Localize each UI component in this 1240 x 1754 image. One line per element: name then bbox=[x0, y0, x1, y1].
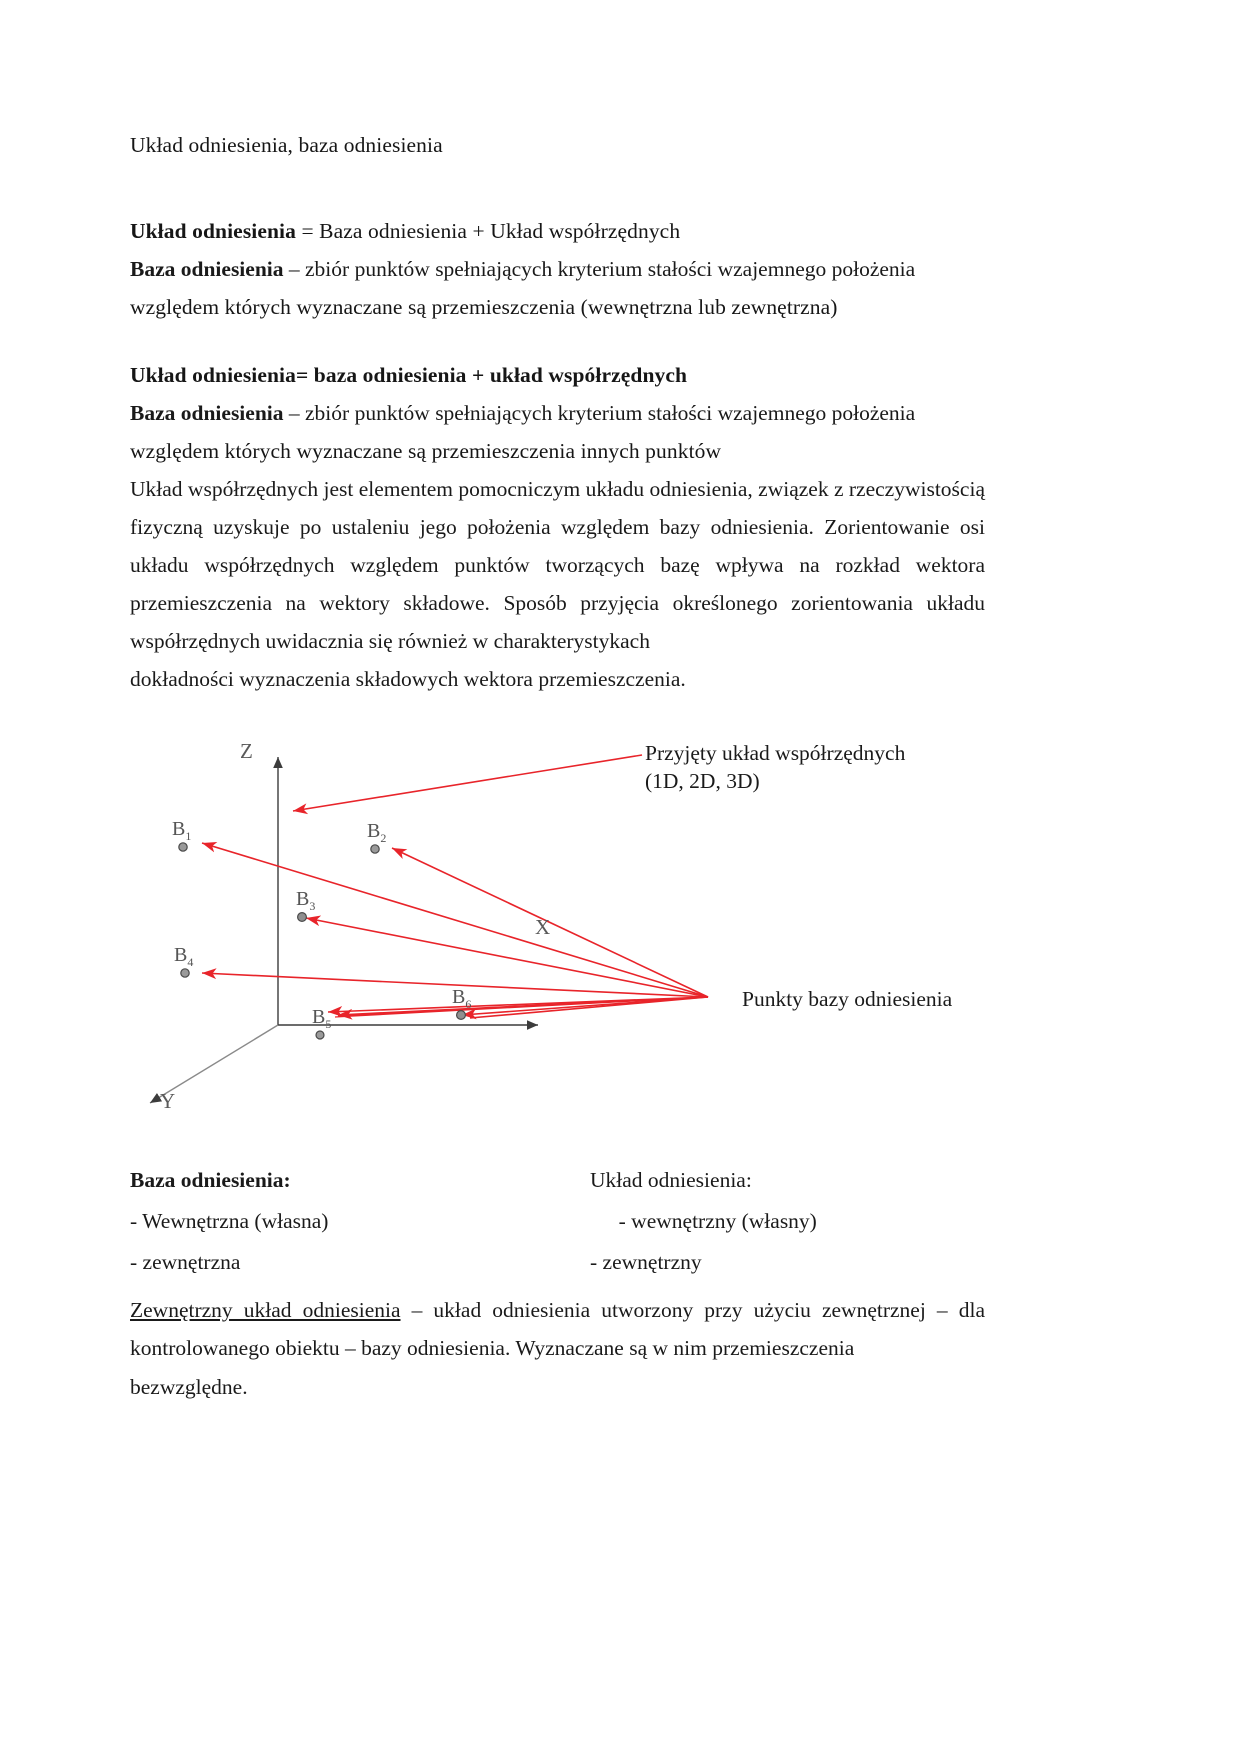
page-title: Układ odniesienia, baza odniesienia bbox=[130, 133, 443, 157]
arrow-to-z-axis bbox=[293, 755, 642, 811]
definition-term: Baza odniesienia bbox=[130, 401, 284, 425]
point-label-b2: $B_2$ bbox=[367, 820, 387, 845]
coordinate-system-figure bbox=[130, 715, 1010, 1135]
definition-baza-odniesienia-1 bbox=[130, 250, 985, 288]
point-label-b1: $B_1$ bbox=[172, 818, 192, 843]
callout-coordinate-system bbox=[645, 739, 905, 795]
comparison-columns bbox=[130, 1160, 1010, 1283]
definition-baza-odniesienia-1-line2: względem których wyznaczane są przemieszczenia (wewnętrzna lub zewnętrzna) bbox=[130, 295, 838, 319]
point-label-b3: $B_3$ bbox=[296, 888, 316, 913]
axes-group bbox=[150, 757, 538, 1103]
definition-uklad-odniesienia bbox=[130, 212, 985, 250]
closing-body bbox=[130, 1291, 985, 1367]
arrow-to-b3 bbox=[306, 918, 708, 997]
callout-base-points: Punkty bazy odniesienia bbox=[742, 987, 953, 1011]
columns-item-row-2 bbox=[130, 1242, 1010, 1283]
callout-coordinate-line2: (1D, 2D, 3D) bbox=[645, 769, 760, 793]
definition-rest: = Baza odniesienia + Układ współrzędnych bbox=[295, 219, 681, 243]
definition-term: Układ odniesienia bbox=[130, 219, 296, 243]
closing-last-line: bezwzględne. bbox=[130, 1375, 248, 1399]
point-label-b5: $B_5$ bbox=[312, 1006, 332, 1031]
callout-coordinate-line1: Przyjęty układ współrzędnych bbox=[645, 741, 906, 765]
definition-rest: – zbiór punktów spełniających kryterium stałości wzajemnego położenia bbox=[283, 257, 916, 281]
columns-item-row-1 bbox=[130, 1201, 1010, 1242]
closing-paragraph bbox=[130, 1291, 985, 1407]
definition-baza-odniesienia-2 bbox=[130, 394, 985, 432]
column-item-uklad-2: - zewnętrzny bbox=[590, 1250, 702, 1274]
heading-uklad-odniesienia: Układ odniesienia= baza odniesienia + układ współrzędnych bbox=[130, 363, 688, 387]
spacer bbox=[130, 196, 985, 212]
column-heading-baza: Baza odniesienia: bbox=[130, 1168, 291, 1192]
point-label-b6: $B_6$ bbox=[452, 986, 472, 1011]
spacer bbox=[130, 326, 985, 356]
document-body bbox=[130, 128, 985, 698]
point-label-b4: $B_4$ bbox=[174, 944, 194, 969]
columns-heading-row bbox=[130, 1160, 1010, 1201]
closing-underlined-term: Zewnętrzny układ odniesienia bbox=[130, 1298, 401, 1322]
closing-body-text: – układ odniesienia utworzony przy użyciu zewnętrznej – dla kontrolowanego obiektu – bazy odniesienia. Wyznaczane są w nim przemieszczenia bbox=[130, 1298, 985, 1360]
column-item-baza-2: - zewnętrzna bbox=[130, 1250, 241, 1274]
definition-term: Baza odniesienia bbox=[130, 257, 284, 281]
column-item-baza-1: - Wewnętrzna (własna) bbox=[130, 1209, 329, 1233]
axis-y-label: Y bbox=[160, 1089, 176, 1113]
definition-rest: – zbiór punktów spełniających kryterium stałości wzajemnego położenia bbox=[283, 401, 916, 425]
arrow-to-b5 bbox=[328, 997, 708, 1012]
axis-x-label: X bbox=[535, 915, 551, 939]
axis-z-label: Z bbox=[240, 739, 253, 763]
paragraph-uklad-wspolrzednych-last: dokładności wyznaczenia składowych wektora przemieszczenia. bbox=[130, 667, 686, 691]
paragraph-uklad-wspolrzednych: Układ współrzędnych jest elementem pomocniczym układu odniesienia, związek z rzeczywistością fizyczną uzyskuje po ustaleniu jego położenia względem bazy odniesienia. Zorientowanie osi układu współrzędnych względem punktów tworzących bazę wpływa na rozkład wektora przemieszczenia na wektory składowe. Sposób przyjęcia określonego zorientowania układu współrzędnych uwidacznia się również w charakterystykach bbox=[130, 477, 985, 653]
column-item-uklad-1: - wewnętrzny (własny) bbox=[618, 1209, 817, 1233]
column-heading-uklad: Układ odniesienia: bbox=[590, 1168, 752, 1192]
definition-baza-odniesienia-2-line2: względem których wyznaczane są przemieszczenia innych punktów bbox=[130, 439, 722, 463]
